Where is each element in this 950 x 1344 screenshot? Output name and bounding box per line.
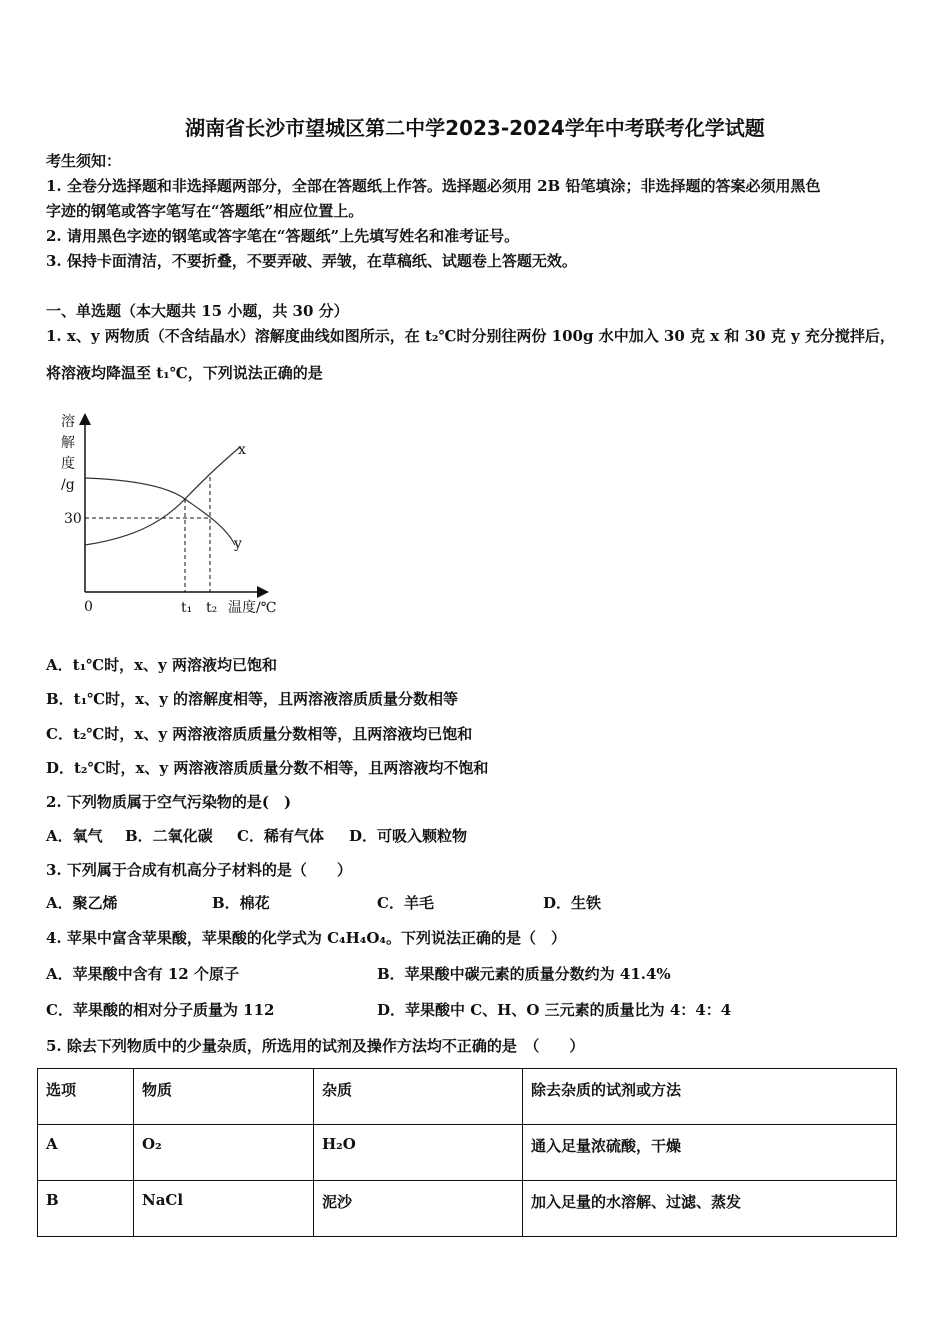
y-label: /g: [61, 477, 75, 493]
y-label: 度: [61, 456, 75, 472]
notice-heading: 考生须知：: [46, 152, 122, 170]
q4-option-d: D．苹果酸中 C、H、O 三元素的质量比为 4：4：4: [377, 1001, 732, 1019]
table-cell: 泥沙: [314, 1181, 523, 1237]
table-cell: 通入足量浓硫酸，干燥: [523, 1125, 897, 1181]
q1-option-d: D．t₂℃时，x、y 两溶液溶质质量分数不相等，且两溶液均不饱和: [46, 759, 489, 777]
curve-x: [85, 447, 240, 545]
header-cell: 除去杂质的试剂或方法: [523, 1069, 897, 1125]
q5-table: [37, 1068, 897, 1237]
table-cell: NaCl: [134, 1181, 314, 1237]
y-tick-30: 30: [64, 511, 82, 527]
y-label: 解: [61, 435, 75, 451]
question-2-stem: 2. 下列物质属于空气污染物的是( ): [46, 793, 292, 811]
q3-option-d: D．生铁: [543, 894, 602, 912]
question-1-stem-cont: 将溶液均降温至 t₁℃，下列说法正确的是: [46, 364, 323, 382]
table-row: [38, 1125, 897, 1181]
q1-option-c: C．t₂℃时，x、y 两溶液溶质质量分数相等，且两溶液均已饱和: [46, 725, 473, 743]
q4-option-c: C．苹果酸的相对分子质量为 112: [46, 1001, 275, 1019]
question-1-stem: 1. x、y 两物质（不含结晶水）溶解度曲线如图所示，在 t₂℃时分别往两份 100g 水中加入 30 克 x 和 30 克 y 充分搅拌后，: [46, 327, 895, 345]
origin-label: 0: [84, 599, 93, 615]
table-cell: H₂O: [314, 1125, 523, 1181]
x-tick-t1: t₁: [181, 600, 193, 616]
y-label: 溶: [61, 414, 75, 430]
curve-y-label: y: [234, 536, 242, 552]
solubility-curve-figure: [40, 400, 300, 630]
table-cell: A: [38, 1125, 134, 1181]
notice-line: 字迹的钢笔或答字笔写在“答题纸”相应位置上。: [46, 202, 364, 220]
x-tick-t2: t₂: [206, 600, 218, 616]
q4-option-a: A．苹果酸中含有 12 个原子: [46, 965, 239, 983]
q2-option-a: A．氧气: [46, 827, 103, 845]
q3-option-a: A．聚乙烯: [46, 894, 118, 912]
q2-option-c: C．稀有气体: [237, 827, 324, 845]
q2-option-b: B．二氧化碳: [125, 827, 213, 845]
q4-option-b: B．苹果酸中碳元素的质量分数约为 41.4%: [377, 965, 671, 983]
q3-option-c: C．羊毛: [377, 894, 434, 912]
curve-x-label: x: [238, 442, 246, 458]
page-title: 湖南省长沙市望城区第二中学2023-2024学年中考联考化学试题: [185, 116, 765, 140]
q1-option-a: A．t₁℃时，x、y 两溶液均已饱和: [46, 656, 277, 674]
table-cell: 加入足量的水溶解、过滤、蒸发: [523, 1181, 897, 1237]
question-3-stem: 3. 下列属于合成有机高分子材料的是（ ）: [46, 861, 352, 879]
table-header-row: [38, 1069, 897, 1125]
table-row: [38, 1181, 897, 1237]
section-heading: 一、单选题（本大题共 15 小题，共 30 分）: [46, 302, 349, 320]
notice-line: 2. 请用黑色字迹的钢笔或答字笔在“答题纸”上先填写姓名和准考证号。: [46, 227, 520, 245]
header-cell: 杂质: [314, 1069, 523, 1125]
table-cell: B: [38, 1181, 134, 1237]
header-cell: 物质: [134, 1069, 314, 1125]
q1-option-b: B．t₁℃时，x、y 的溶解度相等，且两溶液溶质质量分数相等: [46, 690, 459, 708]
question-4-stem: 4. 苹果中富含苹果酸，苹果酸的化学式为 C₄H₄O₄。下列说法正确的是（ ）: [46, 929, 566, 947]
notice-line: 1. 全卷分选择题和非选择题两部分，全部在答题纸上作答。选择题必须用 2B 铅笔填涂；非选择题的答案必须用黑色: [46, 177, 821, 195]
curve-y: [85, 478, 235, 545]
header-cell: 选项: [38, 1069, 134, 1125]
x-label: 温度/℃: [228, 600, 277, 616]
table-cell: O₂: [134, 1125, 314, 1181]
q2-option-d: D．可吸入颗粒物: [349, 827, 468, 845]
q3-option-b: B．棉花: [212, 894, 270, 912]
notice-line: 3. 保持卡面清洁，不要折叠，不要弄破、弄皱，在草稿纸、试题卷上答题无效。: [46, 252, 577, 270]
question-5-stem: 5. 除去下列物质中的少量杂质，所选用的试剂及操作方法均不正确的是 （ ）: [46, 1037, 585, 1055]
